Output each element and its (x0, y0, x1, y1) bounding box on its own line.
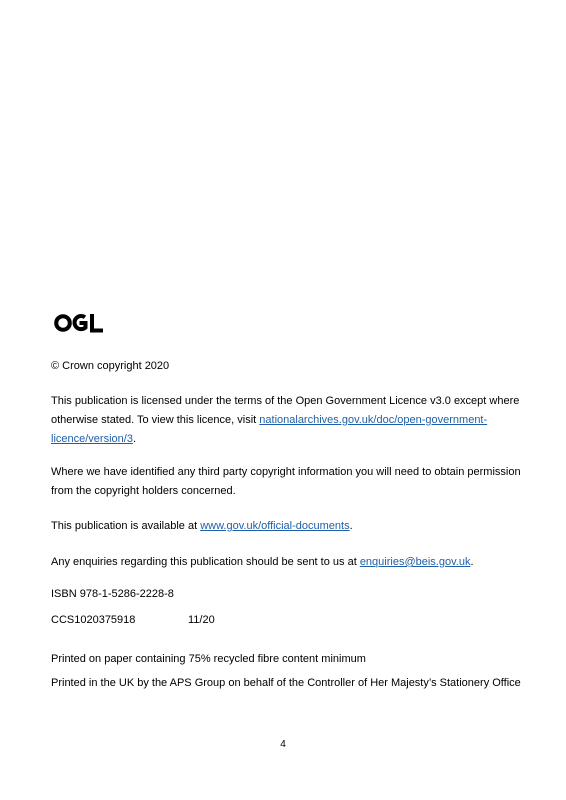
licence-paragraph (51, 392, 521, 449)
ogl-logo-icon (54, 312, 104, 334)
printer-notice: Printed in the UK by the APS Group on behalf of the Controller of Her Majesty’s Stationery Office (51, 677, 521, 689)
ccs-date: 11/20 (188, 614, 215, 626)
paper-notice: Printed on paper containing 75% recycled fibre content minimum (51, 653, 366, 665)
enquiries-email-link[interactable]: enquiries@beis.gov.uk (359, 556, 471, 568)
availability-text-end: . (349, 520, 353, 532)
enquiries-text-end: . (470, 556, 474, 568)
licence-link[interactable]: nationalarchives.gov.uk/doc/open-government-licence/version/3 (51, 414, 488, 445)
official-documents-link[interactable]: www.gov.uk/official-documents (200, 520, 350, 532)
isbn: ISBN 978-1-5286-2228-8 (51, 588, 174, 600)
copyright-notice: © Crown copyright 2020 (51, 360, 170, 372)
page-number: 4 (280, 739, 286, 750)
licence-text: This publication is licensed under the terms of the Open Government Licence v3.0 except where otherwise stated. To view this licence, visit (51, 395, 520, 426)
ccs-code: CCS1020375918 (51, 614, 136, 626)
enquiries-text: Any enquiries regarding this publication should be sent to us at (51, 556, 360, 568)
licence-text-end: . (132, 433, 136, 445)
third-party-paragraph: Where we have identified any third party copyright information you will need to obtain permission from the copyright holders concerned. (51, 466, 521, 497)
enquiries-paragraph (51, 553, 474, 572)
availability-paragraph (51, 517, 353, 536)
availability-text: This publication is available at (51, 520, 201, 532)
